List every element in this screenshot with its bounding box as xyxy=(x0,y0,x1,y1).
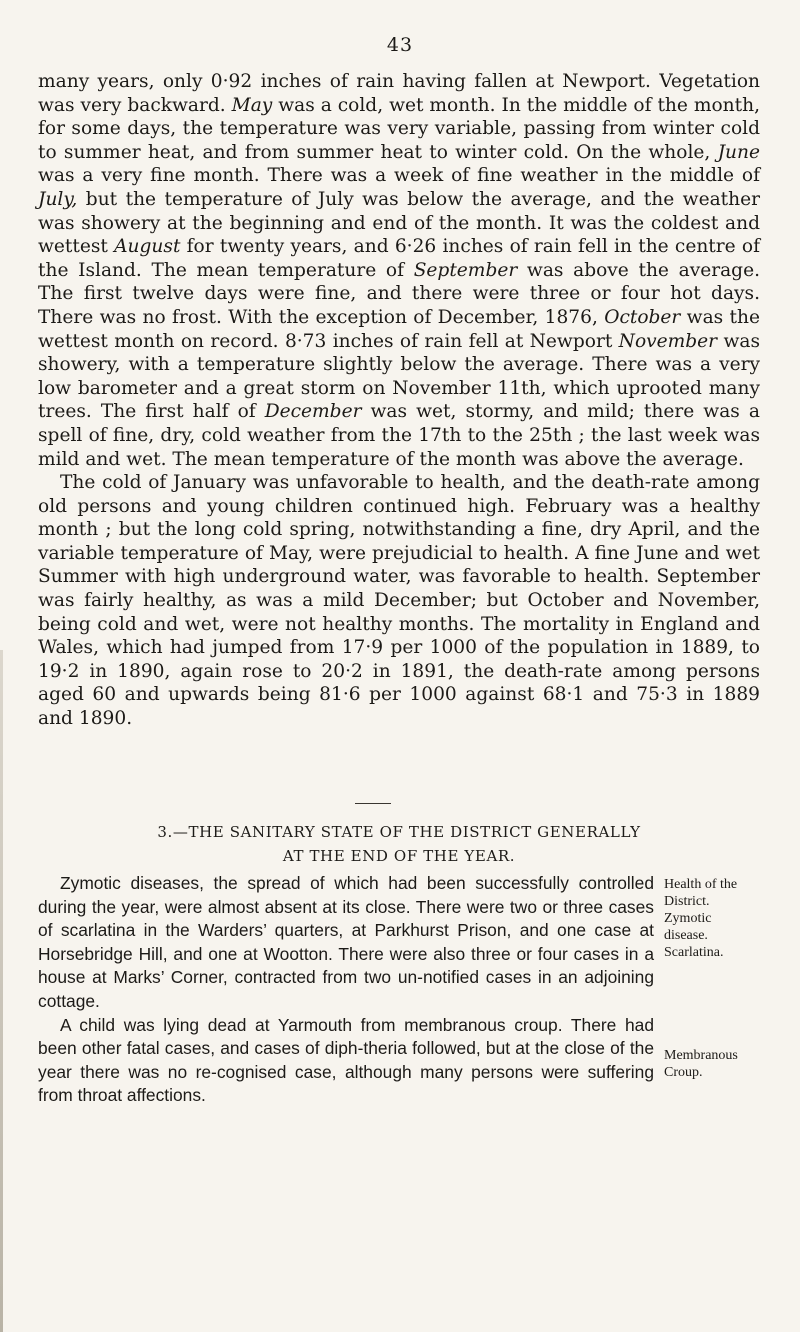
section-body xyxy=(38,872,654,1108)
month-october: October xyxy=(604,306,681,328)
month-june: June xyxy=(717,141,760,163)
page-edge-shadow xyxy=(0,650,3,1332)
text-run: was the wettest month on record. 8·73 inches of rain fell at Newport xyxy=(38,306,760,352)
month-july: July, xyxy=(38,188,78,210)
section-heading-line: AT THE END OF THE YEAR. xyxy=(282,847,516,865)
month-september: September xyxy=(413,259,518,281)
text-run: many years, only 0·92 inches of rain having fallen at Newport. Vegetation was very backward. xyxy=(38,71,760,116)
text-run: was a cold, wet month. In the middle of the month, for some days, the temperature was very variable, passing from winter cold to summer heat, and from summer heat to winter cold. On the whole, xyxy=(38,94,761,163)
margin-note-line: Membranous xyxy=(664,1048,738,1063)
month-august: August xyxy=(114,236,181,258)
margin-note-membranous xyxy=(664,1047,798,1081)
text-run: but the temperature of July was below the average, and the weather was showery at the beginning and end of the month. It was the coldest and wettest xyxy=(38,188,760,258)
section-divider xyxy=(355,803,391,804)
margin-note-line: Croup. xyxy=(664,1065,703,1080)
month-november: November xyxy=(618,330,718,352)
page-number: 43 xyxy=(386,34,414,56)
croup-paragraph: A child was lying dead at Yarmouth from membranous croup. There had been other fatal cases, and cases of diph-theria followed, but at the close of the year there was no re-cognised case, although many persons were suffering from throat affections. xyxy=(38,1014,654,1106)
health-paragraph: The cold of January was unfavorable to health, and the death-rate among old persons and young children continued high. February was a healthy month ; but the long cold spring, notwithstanding a fine, dry April, and the variable temperature of May, were prejudicial to health. A fine June and wet Summer with high underground water, was favorable to health. September was fairly healthy, as was a mild December; but October and November, being cold and wet, were not healthy months. The mortality in England and Wales, which had jumped from 17·9 per 1000 of the population in 1889, to 19·2 in 1890, again rose to 20·2 in 1891, the death-rate among persons aged 60 and upwards being 81·6 per 1000 against 68·1 and 75·3 in 1889 and 1890. xyxy=(38,472,760,730)
text-run: was a very fine month. There was a week of fine weather in the middle of xyxy=(38,165,760,187)
zymotic-paragraph: Zymotic diseases, the spread of which had been successfully controlled during the year, were almost absent at its close. There were two or three cases of scarlatina in the Warders’ quarters, at Parkhurst Prison, and one case at Horsebridge Hill, and one at Wootton. There were also three or four cases in a house at Marks’ Corner, contracted from two un-notified cases in an adjoining cottage. xyxy=(38,873,654,1011)
margin-note-line: Health of the xyxy=(664,877,738,892)
text-run: for twenty years, and 6·26 inches of rain fell in the centre of the Island. The mean temperature of xyxy=(38,236,760,281)
margin-note-health xyxy=(664,876,798,961)
margin-note-line: disease. xyxy=(664,928,708,943)
text-run: was above the average. The first twelve days were fine, and there were three or four hot days. There was no frost. With the exception of December, 1876, xyxy=(38,259,760,328)
section-heading-line: 3.—THE SANITARY STATE OF THE DISTRICT GENERALLY xyxy=(157,823,641,841)
weather-paragraph xyxy=(38,70,760,471)
month-may: May xyxy=(231,94,273,116)
text-run: was wet, stormy, and mild; there was a spell of fine, dry, cold weather from the 17th to the 25th ; the last week was mild and wet. The mean temperature of the month was above the average. xyxy=(38,401,760,470)
margin-note-line: Zymotic xyxy=(664,911,712,926)
text-run: was showery, with a temperature slightly below the average. There was a very low barometer and a great storm on November 11th, which uprooted many trees. The first half of xyxy=(38,330,760,423)
margin-note-line: Scarlatina. xyxy=(664,945,724,960)
month-december: December xyxy=(264,401,362,423)
weather-report xyxy=(38,70,760,731)
margin-note-line: District. xyxy=(664,894,710,909)
section-heading xyxy=(38,820,760,868)
